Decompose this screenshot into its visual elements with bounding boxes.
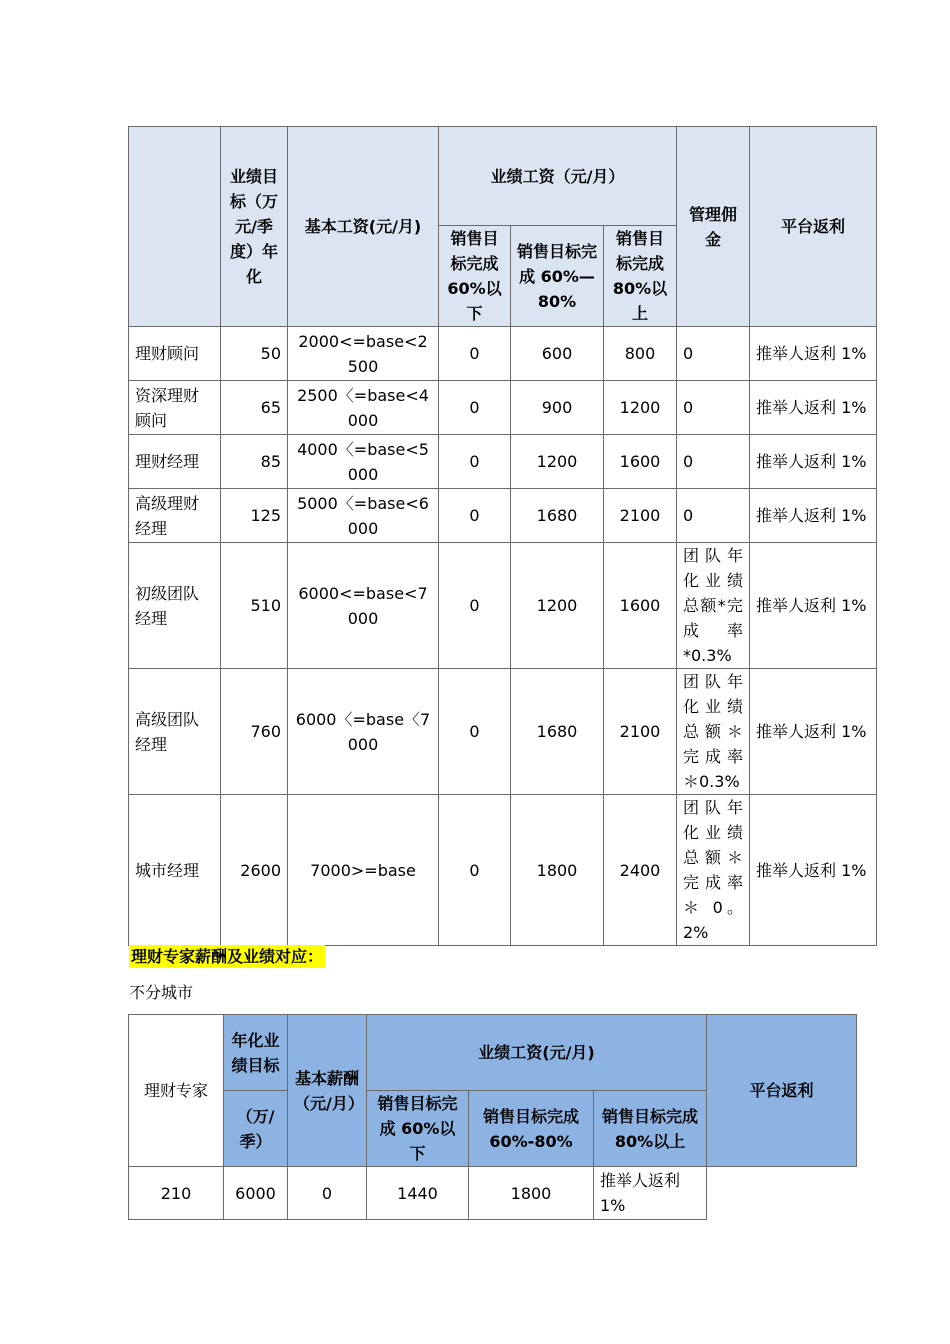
row-mid: 1800 [511, 795, 604, 946]
row-mid: 1680 [511, 489, 604, 543]
header-performance-salary: 业绩工资(元/月) [367, 1015, 707, 1091]
row-base: 6000 [224, 1167, 288, 1220]
row-rebate: 推举人返利 1% [594, 1167, 707, 1220]
header-above-80: 销售目标完成80%以上 [604, 226, 677, 327]
table-row [129, 1167, 857, 1220]
header-empty-cell [129, 127, 221, 327]
header-target-unit: （万/季） [224, 1091, 288, 1167]
row-above80: 2100 [604, 669, 677, 795]
row-base: 2000<=base<2500 [288, 327, 439, 381]
row-base: 4000〈=base<5000 [288, 435, 439, 489]
row-target: 50 [221, 327, 288, 381]
header-above-80: 销售目标完成 80%以上 [594, 1091, 707, 1167]
row-title: 高级理财经理 [129, 489, 221, 543]
row-mid: 1200 [511, 435, 604, 489]
header-60-80: 销售目标完成 60%-80% [469, 1091, 594, 1167]
row-rebate: 推举人返利 1% [750, 543, 877, 669]
row-base: 5000〈=base<6000 [288, 489, 439, 543]
table-row [129, 669, 877, 795]
section-title: 理财专家薪酬及业绩对应： [131, 947, 324, 966]
row-below60: 0 [439, 669, 511, 795]
row-target: 2600 [221, 795, 288, 946]
table-row [129, 543, 877, 669]
note-text: 不分城市 [129, 983, 194, 1002]
row-title: 城市经理 [129, 795, 221, 946]
row-mid: 900 [511, 381, 604, 435]
row-title: 初级团队经理 [129, 543, 221, 669]
row-rebate: 推举人返利 1% [750, 489, 877, 543]
row-mgmt: 团队年化业绩总额*完成 率 *0.3% [677, 543, 750, 669]
row-base: 7000>=base [288, 795, 439, 946]
row-rebate: 推举人返利 1% [750, 795, 877, 946]
row-mgmt: 团队年化业绩总额＊完成率＊ 0。2% [677, 795, 750, 946]
row-mid: 1440 [367, 1167, 469, 1220]
salary-table [128, 126, 877, 946]
header-target: 业绩目标（万元/季度）年化 [221, 127, 288, 327]
row-target: 760 [221, 669, 288, 795]
row-title: 资深理财顾问 [129, 381, 221, 435]
header-platform-rebate: 平台返利 [707, 1015, 857, 1167]
row-title: 理财经理 [129, 435, 221, 489]
row-title: 理财顾问 [129, 327, 221, 381]
row-mgmt: 0 [677, 489, 750, 543]
row-rebate: 推举人返利 1% [750, 435, 877, 489]
row-base: 6000<=base<7000 [288, 543, 439, 669]
row-target: 510 [221, 543, 288, 669]
row-target: 210 [129, 1167, 224, 1220]
header-base-salary: 基本薪酬（元/月） [288, 1015, 367, 1167]
row-base: 6000〈=base〈7000 [288, 669, 439, 795]
header-below-60: 销售目标完成 60%以下 [367, 1091, 469, 1167]
row-below60: 0 [439, 489, 511, 543]
header-target: 年化业绩目标 [224, 1015, 288, 1091]
row-title: 高级团队经理 [129, 669, 221, 795]
row-mid: 1680 [511, 669, 604, 795]
header-platform-rebate: 平台返利 [750, 127, 877, 327]
row-mgmt: 0 [677, 435, 750, 489]
row-below60: 0 [439, 381, 511, 435]
expert-title: 理财专家 [129, 1015, 224, 1167]
row-below60: 0 [439, 795, 511, 946]
row-above80: 2100 [604, 489, 677, 543]
header-base-salary: 基本工资(元/月) [288, 127, 439, 327]
row-above80: 1200 [604, 381, 677, 435]
row-below60: 0 [439, 327, 511, 381]
row-below60: 0 [288, 1167, 367, 1220]
row-target: 125 [221, 489, 288, 543]
table-row [129, 327, 877, 381]
table-row [129, 381, 877, 435]
row-above80: 2400 [604, 795, 677, 946]
row-base: 2500〈=base<4000 [288, 381, 439, 435]
row-target: 85 [221, 435, 288, 489]
row-mgmt: 0 [677, 327, 750, 381]
table-row [129, 795, 877, 946]
row-mgmt: 团队年化业绩总额＊完成率＊0.3% [677, 669, 750, 795]
row-below60: 0 [439, 543, 511, 669]
header-60-80: 销售目标完成 60%—80% [511, 226, 604, 327]
row-above80: 1800 [469, 1167, 594, 1220]
row-rebate: 推举人返利 1% [750, 327, 877, 381]
row-target: 65 [221, 381, 288, 435]
row-rebate: 推举人返利 1% [750, 381, 877, 435]
row-mid: 600 [511, 327, 604, 381]
table-row [129, 435, 877, 489]
table-row [129, 489, 877, 543]
row-below60: 0 [439, 435, 511, 489]
header-performance-salary: 业绩工资（元/月） [439, 127, 677, 226]
row-rebate: 推举人返利 1% [750, 669, 877, 795]
row-above80: 1600 [604, 435, 677, 489]
expert-salary-table [128, 1014, 857, 1220]
header-management-commission: 管理佣金 [677, 127, 750, 327]
row-mid: 1200 [511, 543, 604, 669]
row-above80: 1600 [604, 543, 677, 669]
header-below-60: 销售目标完成60%以下 [439, 226, 511, 327]
row-mgmt: 0 [677, 381, 750, 435]
row-above80: 800 [604, 327, 677, 381]
